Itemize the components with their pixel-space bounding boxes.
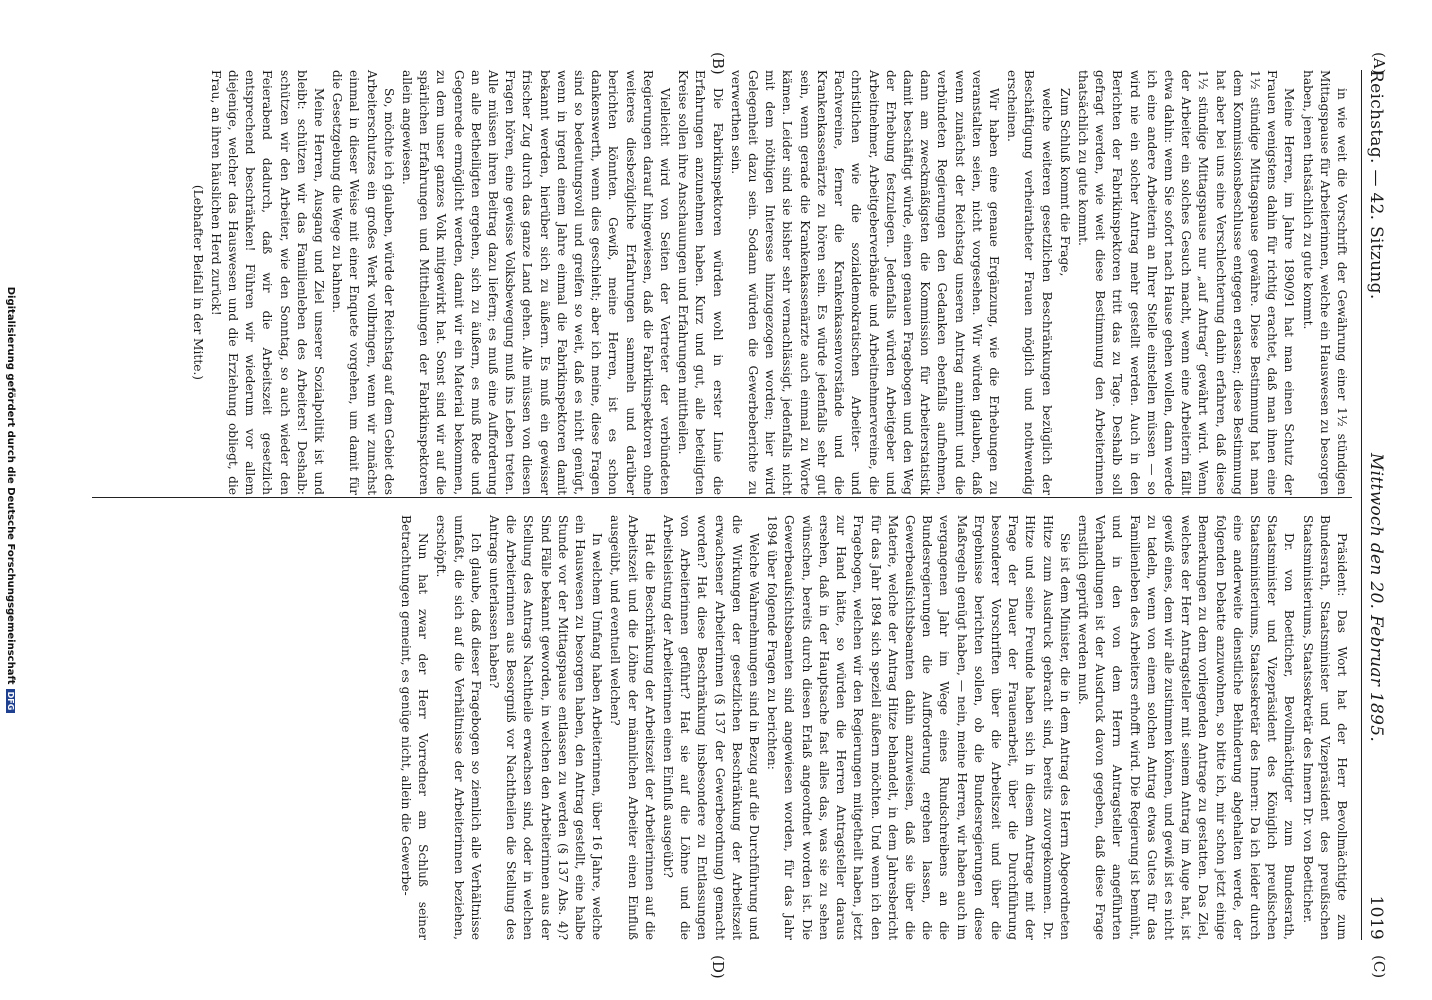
margin-letter-d: (D) (709, 955, 727, 979)
paragraph: Wir haben eine genaue Ergänzung, wie die Erhebungen zu veranstalten seien, nicht vorgesehen. Wir würden glauben, daß wenn zunächst der Reichstag unseren Antrag annimmt und die verbündeten Regierungen den Gedanken ebenfalls aufnehmen, dann am zweckmäßigsten die Kommission für Arbeiterstatistik damit beschäftigt würde, einen genauen Fragebogen und den Weg der Erhebung festzulegen. Jedenfalls würden Arbeitgeber und Arbeitnehmer, Arbeitgeberverbände und Arbeitnehmervereine, die christlichen wie die sozialdemokratischen Arbeiter- und Fachvereine, ferner die Krankenkassenvorstände und die Krankenkassenärzte zu hören sein. Es würde jedenfalls sehr gut sein, wenn gerade die Krankenkassenärzte auch einmal zu Worte kämen. Leider sind sie bisher sehr vernachlässigt, jedenfalls nicht mit dem nöthigen Interesse hinzugezogen worden; hier wird Gelegenheit dazu sein. Sodann würden die Gewerbeberichte zu verwerthen sein. (728, 70, 1001, 495)
paragraph: welche weiteren gesetzlichen Beschränkungen bezüglich der Beschäftigung verheiratheter Frauen möglich und nothwendig erscheinen. (1005, 70, 1054, 495)
digitization-footer (4, 0, 18, 1000)
margin-letter-c: (C) (1370, 955, 1388, 979)
dfg-logo: DFG (7, 689, 16, 714)
paragraph: in wie weit die Vorschrift der Gewährung einer 1½ stündigen Mittagspause für Arbeiterinnen, welche ein Hauswesen zu besorgen haben, jenen thatsächlich zu gute kommt. (1300, 70, 1349, 495)
running-header (1361, 70, 1394, 940)
column-divider (92, 497, 1352, 498)
paragraph: Meine Herren, im Jahre 1890/91 hat man einen Schutz der Frauen wenigstens dahin für richtig erachtet, daß man ihnen eine 1½ stündige Mittagspause gewähre. Diese Bestimmung hat man dem Kommissionsbeschlusse entgegen erlassen; diese Bestimmung hat aber bei uns eine Verschlechterung dahin erfahren, daß diese 1½ stündige Mittagspause nur „auf Antrag“ gewährt wird. Wenn der Arbeiter ein solches Gesuch macht, wenn eine Arbeiterin fällt etwa dahin: wenn Sie sofort nach Hause gehen wollen, dann werde ich eine andere Arbeiterin an Ihrer Stelle einstellen müssen — so wird nie ein solcher Antrag mehr gestellt werden. Auch in den Berichten der Fabrikinspektoren tritt das zu Tage. Deshalb soll gefragt werden, wie weit diese Bestimmung den Arbeiterinnen thatsächlich zu gute kommt. (1075, 70, 1297, 495)
paragraph: Meine Herren, Ausgang und Ziel unserer Sozialpolitik ist und bleibt: schützen wir das Familienleben des Arbeiters! Deshalb: schützen wir den Arbeiter, wie den Sonntag, so auch wieder den Feierabend dadurch, daß wir die Arbeitszeit gesetzlich entsprechend beschränken! Führen wir wiederum vor allem diejenige, welcher das Hauswesen und die Erziehung obliegt, die Frau, an ihren häuslichen Herd zurück! (208, 70, 327, 495)
paragraph: Hat die Beschränkung der Arbeitszeit der Arbeiterinnen auf die Arbeitszeit und die Löhne der männlichen Arbeiter einen Einfluß ausgeübt, und eventuell welchen? (608, 515, 657, 940)
paragraph: Ich glaube, daß dieser Fragebogen so ziemlich alle Verhältnisse umfaßt, die sich auf die Verhältnisse der Arbeiterinnen beziehen, erschöpft. (434, 515, 483, 940)
paragraph: Nun hat zwar der Herr Vorredner am Schluß seiner Betrachtungen gemeint, es genüge nicht, allein die Gewerbe- (399, 515, 431, 940)
margin-letter-a: (A) (1370, 52, 1388, 75)
page-number: 1019 (1366, 895, 1386, 940)
header-date: Mittwoch den 20. Februar 1895. (1366, 452, 1386, 743)
margin-letter-b: (B) (709, 52, 727, 75)
left-column (188, 70, 1350, 495)
paragraph: Sie ist dem Minister, die in dem Antrag des Herrn Abgeordneten Hitze zum Ausdruck gebracht sind, bereits zuvorgekommen. Dr. Hitze und seine Freunde haben sich in diesem Antrage mit der Frage der Dauer der Frauenarbeit, über die Durchführung besonderer Vorschriften über die Arbeitszeit und über die Ergebnisse berichten sollen, ob die Bundesregierungen diese Maßregeln genügt haben, — nein, meine Herren, wir haben auch im vergangenen Jahr im Wege eines Rundschreibens an die Bundesregierungen die Aufforderung ergehen lassen, die Gewerbeaufsichtsbeamten dahin anzuweisen, daß sie über die Materie, welche der Antrag Hitze behandelt, in dem Jahresbericht für das Jahr 1894 sich speziell äußern möchten. Und wenn ich den Fragebogen, welchen wir den Regierungen mitgetheilt haben, jetzt zur Hand hätte, so würden die Herren Antragsteller daraus ersehen, daß in der Hauptsache fast alles das, was sie zu sehen wünschen, bereits durch diesen Erlaß angeordnet worden ist. Die Gewerbeaufsichtsbeamten sind angewiesen worden, für das Jahr 1894 über folgende Fragen zu berichten: (765, 515, 1072, 940)
header-left: Reichstag. — 42. Sitzung. (1366, 70, 1386, 300)
paragraph: Dr. von Boetticher, Bevollmächtigter zum Bundesrath, Staatsminister und Vizepräsident des Königlich preußischen Staatsministeriums, Staatssekretär des Innern: Da ich leider durch eine anderweite dienstliche Behinderung abgehalten werde, der folgenden Debatte anzuwohnen, so bitte ich, mir schon jetzt einige Bemerkungen zu dem vorliegenden Antrage zu gestatten. Das Ziel, welches der Herr Antragsteller mit seinem Antrag im Auge hat, ist gewiß eines, dem wir alle zustimmen können, und gewiß ist es nicht zu tadeln, wenn von einem solchen Antrag etwas Gutes für das Familienleben des Arbeiters erhofft wird. Die Regierung ist bemüht, und in den von dem Herrn Antragsteller angeführten Verhandlungen ist der Ausdruck davon gegeben, daß diese Frage ernstlich geprüft werden muß. (1075, 515, 1297, 940)
footer-text: Digitalisierung gefördert durch die Deutsche Forschungsgemeinschaft (5, 286, 17, 685)
paragraph: So, möchte ich glauben, würde der Reichstag auf dem Gebiet des Arbeiterschutzes ein großes Werk vollbringen, wenn wir zunächst einmal in dieser Weise mit einer Enquete vorgehen, um damit für die Gesetzgebung die Wege zu bahnen. (330, 70, 396, 495)
paragraph: Die Fabrikinspektoren würden wohl in erster Linie die Erfahrungen anzunehmen haben. Kurz und gut, alle beteiligten Kreise sollen ihre Anschauungen und Erfahrungen mittheilen. (676, 70, 725, 495)
paragraph: Welche Wahrnehmungen sind in Bezug auf die Durchführung und die Wirkungen der gesetzlichen Beschränkung der Arbeitszeit erwachsener Arbeiterinnen (§ 137 der Gewerbeordnung) gemacht worden? Hat diese Beschränkung insbesondere zu Entlassungen von Arbeiterinnen geführt? Hat sie auf die Löhne und die Arbeitsleistung der Arbeiterinnen einen Einfluß ausgeübt? (661, 515, 762, 940)
paragraph: Vielleicht wird von Seiten der Vertreter der verbündeten Regierungen darauf hingewiesen, daß die Fabrikinspektoren ohne weiteres diesbezügliche Erfahrungen sammeln und darüber berichten könnten. Gewiß, meine Herren, ist es schon dankenswerth, wenn dies geschieht; aber ich meine, diese Fragen sind so bedeutungsvoll und greifen so weit, daß es nicht genügt, wenn in irgend einem Jahre einmal die Fabrikinspektoren damit bekannt werden, hierüber sich zu äußern. Es muß ein gewisser frischer Zug durch das ganze Land gehen. Alle müssen von diesen Fragen hören, eine gewisse Volksbewegung muß ins Leben treten. Alle müssen ihren Beitrag dazu liefern; es muß eine Aufforderung an alle Betheiligten ergehen, sich zu äußern, es muß Rede und Gegenrede ermöglicht werden, damit wir ein Material bekommen, zu dem unser ganzes Volk mitgewirkt hat. Sonst sind wir auf die spärlichen Erfahrungen und Mittheilungen der Fabrikinspektoren allein angewiesen. (400, 70, 673, 495)
paragraph: In welchem Umfang haben Arbeiterinnen, über 16 Jahre, welche ein Hauswesen zu besorgen haben, den Antrag gestellt, eine halbe Stunde vor der Mittagspause entlassen zu werden (§ 137 Abs. 4)? Sind Fälle bekannt geworden, in welchen den Arbeiterinnen aus der Stellung des Antrags Nachtheile erwachsen sind, oder in welchen die Arbeiterinnen aus Besorgniß vor Nachtheilen die Stellung des Antrags unterlassen haben? (487, 515, 605, 940)
right-column (397, 515, 1350, 940)
paragraph: Präsident: Das Wort hat der Herr Bevollmächtigte zum Bundesrath, Staatsminister und Vizepräsident des preußischen Staatsministeriums, Staatssekretär des Innern Dr. von Boetticher. (1300, 515, 1349, 940)
applause-note: (Lebhafter Beifall in der Mitte.) (190, 184, 205, 381)
paragraph: Zum Schluß kommt die Frage, (1057, 88, 1072, 277)
